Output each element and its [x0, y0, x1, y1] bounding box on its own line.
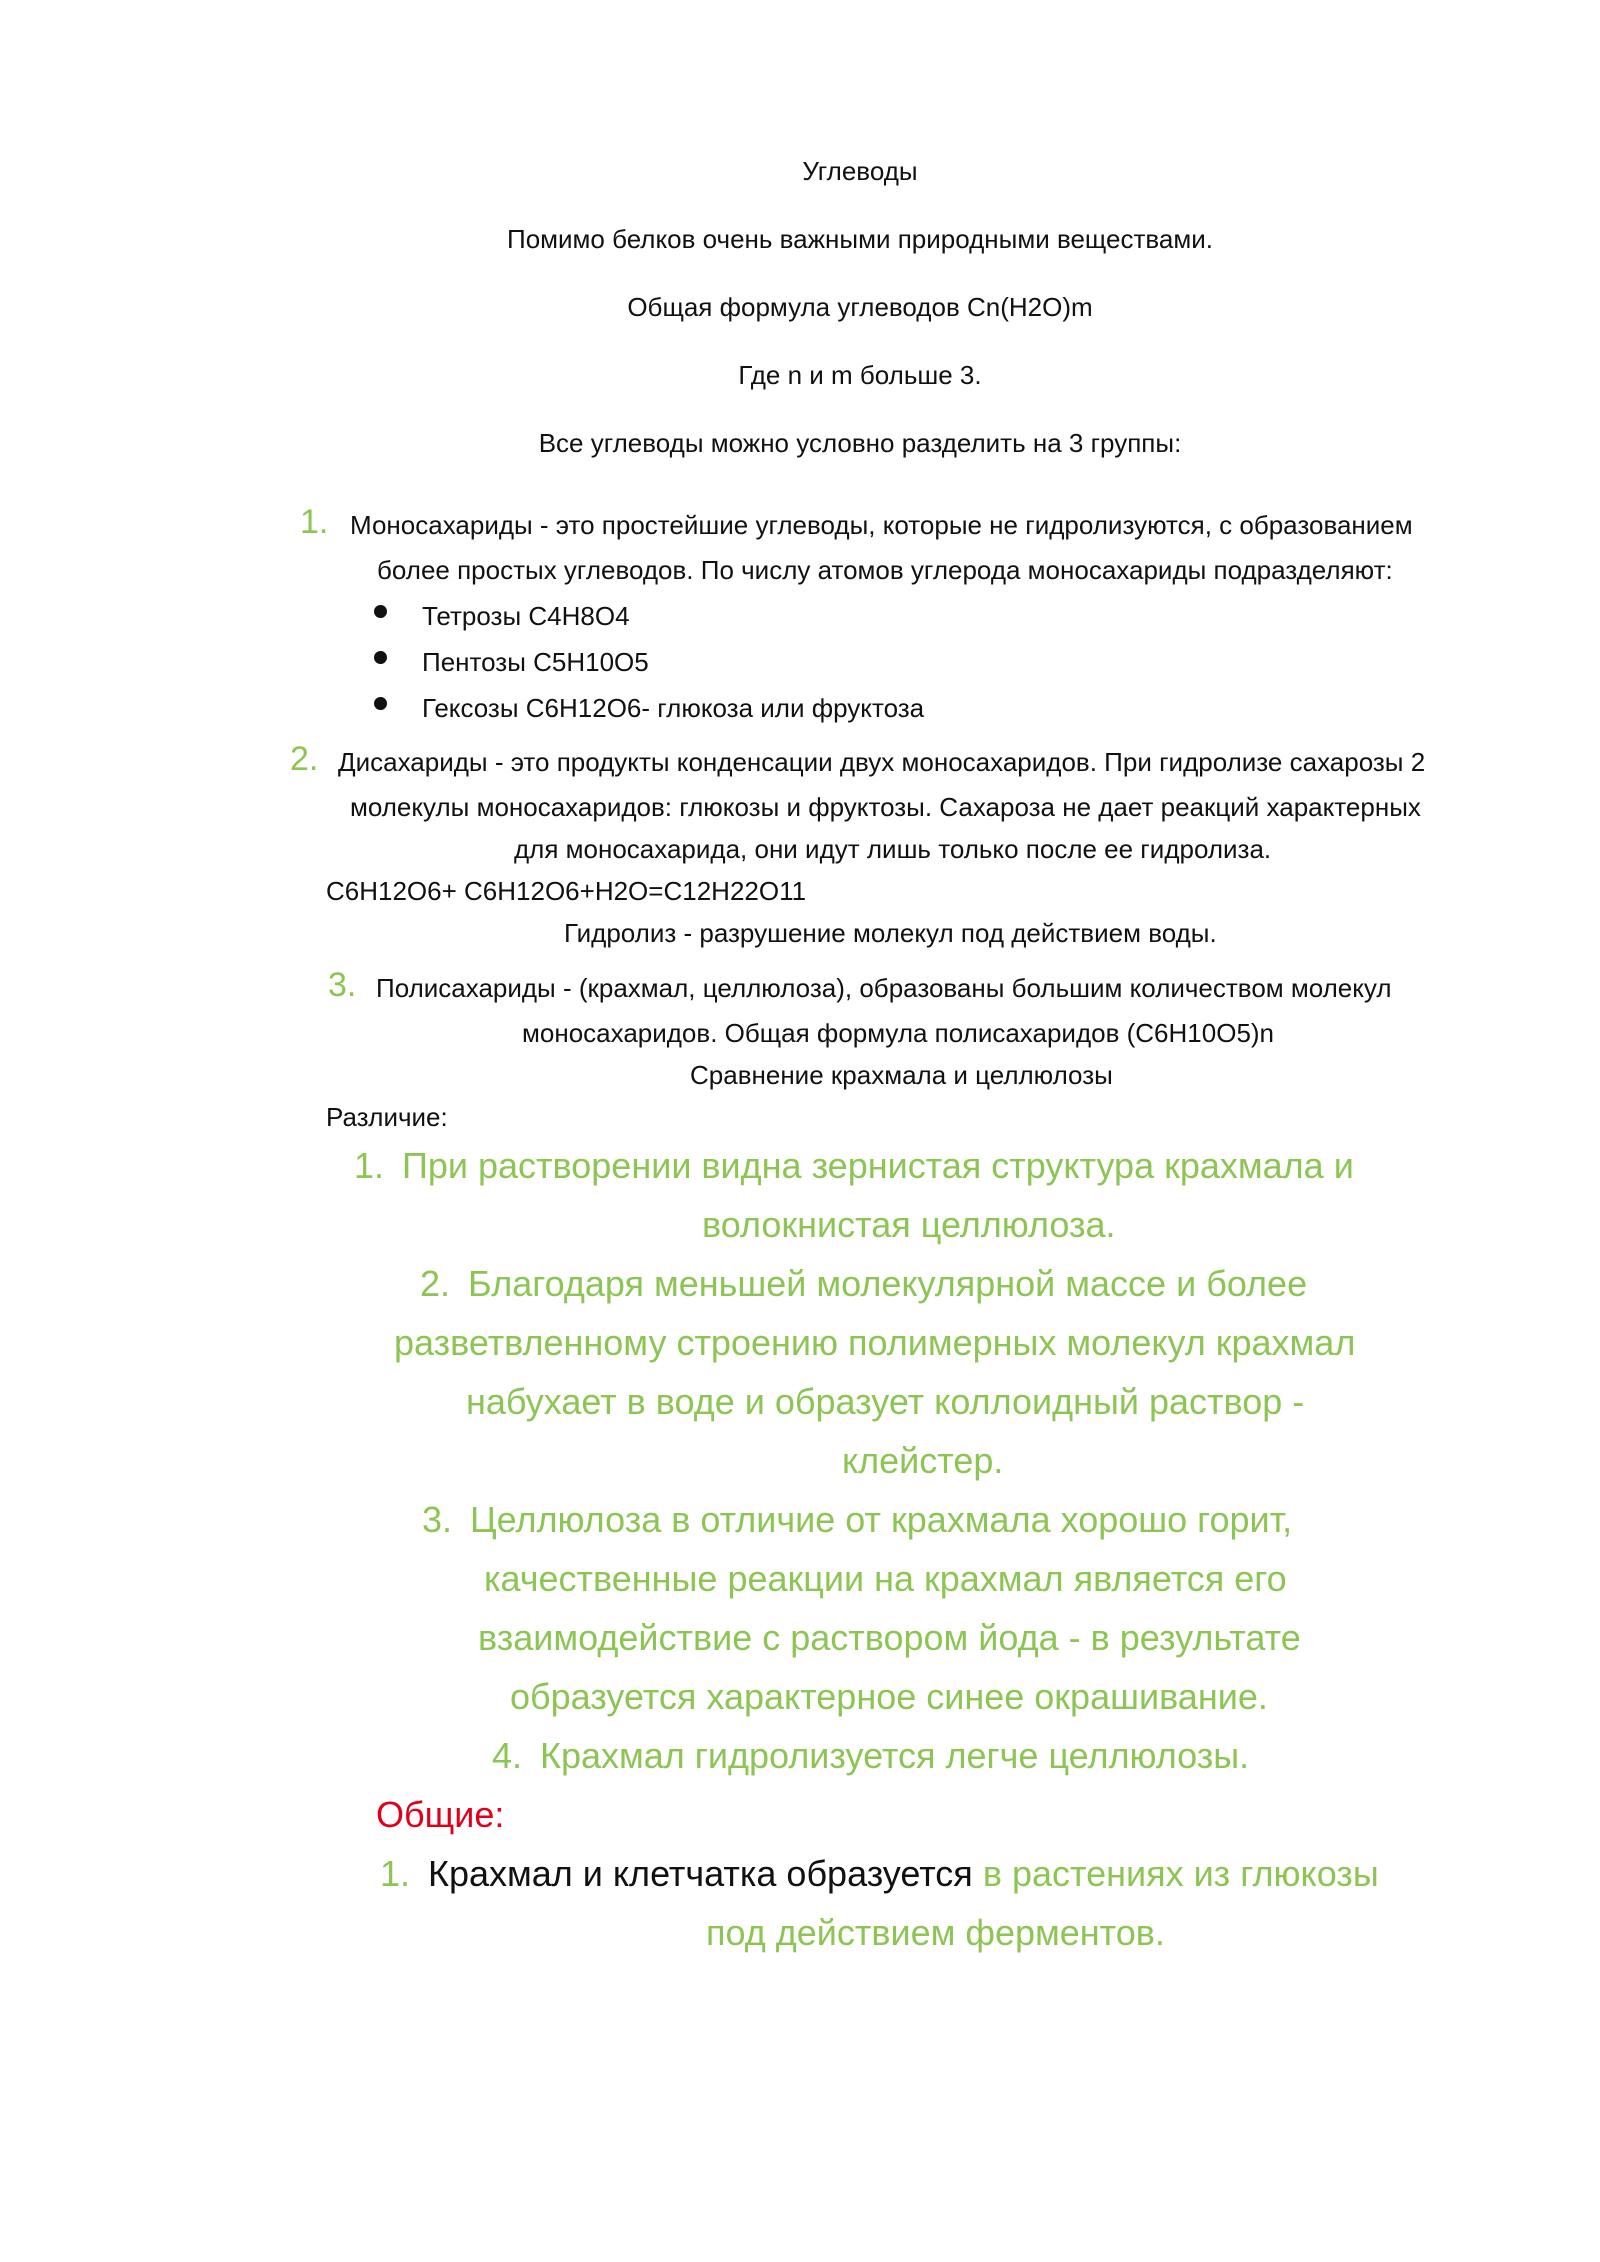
difference-line: Целлюлоза в отличие от крахмала хорошо горит,: [470, 1499, 1293, 1540]
bullet-icon: [374, 605, 387, 618]
common-line: [428, 1853, 1379, 1894]
bullet-icon: [374, 651, 387, 664]
difference-line: клейстер.: [842, 1440, 1004, 1481]
intro-line: Помимо белков очень важными природными веществами.: [507, 224, 1213, 254]
difference-number: 2.: [420, 1263, 451, 1304]
hydrolysis-note: Гидролиз - разрушение молекул под действием воды.: [564, 918, 1217, 948]
list-item: Гексозы C6H12O6- глюкоза или фруктоза: [422, 693, 925, 723]
intro-line: Где n и m больше 3.: [738, 360, 982, 390]
comparison-title: Сравнение крахмала и целлюлозы: [690, 1060, 1113, 1090]
group-text-line: молекулы моносахаридов: глюкозы и фруктозы. Сахароза не дает реакций характерных: [350, 792, 1421, 822]
list-number: 2.: [290, 740, 319, 778]
list-number: 3.: [328, 966, 357, 1004]
group-text-line: Дисахариды - это продукты конденсации двух моносахаридов. При гидролизе сахарозы 2: [338, 747, 1426, 777]
difference-line: образуется характерное синее окрашивание.: [510, 1676, 1268, 1717]
list-number: 1.: [300, 503, 329, 541]
difference-line: Крахмал гидролизуется легче целлюлозы.: [540, 1735, 1250, 1776]
common-line: под действием ферментов.: [706, 1912, 1165, 1953]
bullet-icon: [374, 697, 387, 710]
difference-line: разветвленному строению полимерных молекул крахмал: [394, 1322, 1356, 1363]
difference-line: При растворении видна зернистая структура крахмала и: [402, 1145, 1354, 1186]
list-item: Тетрозы C4H8O4: [422, 601, 630, 631]
common-label: Общие:: [376, 1794, 505, 1835]
difference-line: Благодаря меньшей молекулярной массе и более: [468, 1263, 1308, 1304]
difference-line: волокнистая целлюлоза.: [702, 1204, 1116, 1245]
common-number: 1.: [380, 1853, 411, 1894]
document-title: Углеводы: [802, 156, 918, 186]
difference-line: набухает в воде и образует коллоидный раствор -: [466, 1381, 1305, 1422]
list-item: Пентозы C5H10O5: [422, 647, 649, 677]
difference-number: 1.: [354, 1145, 385, 1186]
group-text-line: Полисахариды - (крахмал, целлюлоза), образованы большим количеством молекул: [376, 973, 1392, 1003]
general-formula-line: Общая формула углеводов Cn(H2O)m: [627, 292, 1093, 322]
difference-line: качественные реакции на крахмал является его: [484, 1558, 1287, 1599]
group-text-line: для моносахарида, они идут лишь только после ее гидролиза.: [514, 834, 1272, 864]
intro-line: Все углеводы можно условно разделить на 3 группы:: [538, 428, 1182, 458]
common-text-green: в растениях из глюкозы: [972, 1853, 1379, 1894]
difference-line: взаимодействие с раствором йода - в результате: [478, 1617, 1301, 1658]
group-text-line: моносахаридов. Общая формула полисахаридов (C6H10O5)n: [522, 1018, 1275, 1048]
group-text-line: более простых углеводов. По числу атомов углерода моносахариды подразделяют:: [377, 555, 1393, 585]
difference-number: 4.: [492, 1735, 523, 1776]
common-text-black: Крахмал и клетчатка образуется: [428, 1853, 973, 1894]
differences-label: Различие:: [326, 1102, 448, 1132]
group-text-line: Моносахариды - это простейшие углеводы, которые не гидролизуются, с образованием: [350, 510, 1413, 540]
reaction-formula: C6H12O6+ C6H12O6+H2O=C12H22O11: [326, 876, 807, 906]
difference-number: 3.: [422, 1499, 453, 1540]
